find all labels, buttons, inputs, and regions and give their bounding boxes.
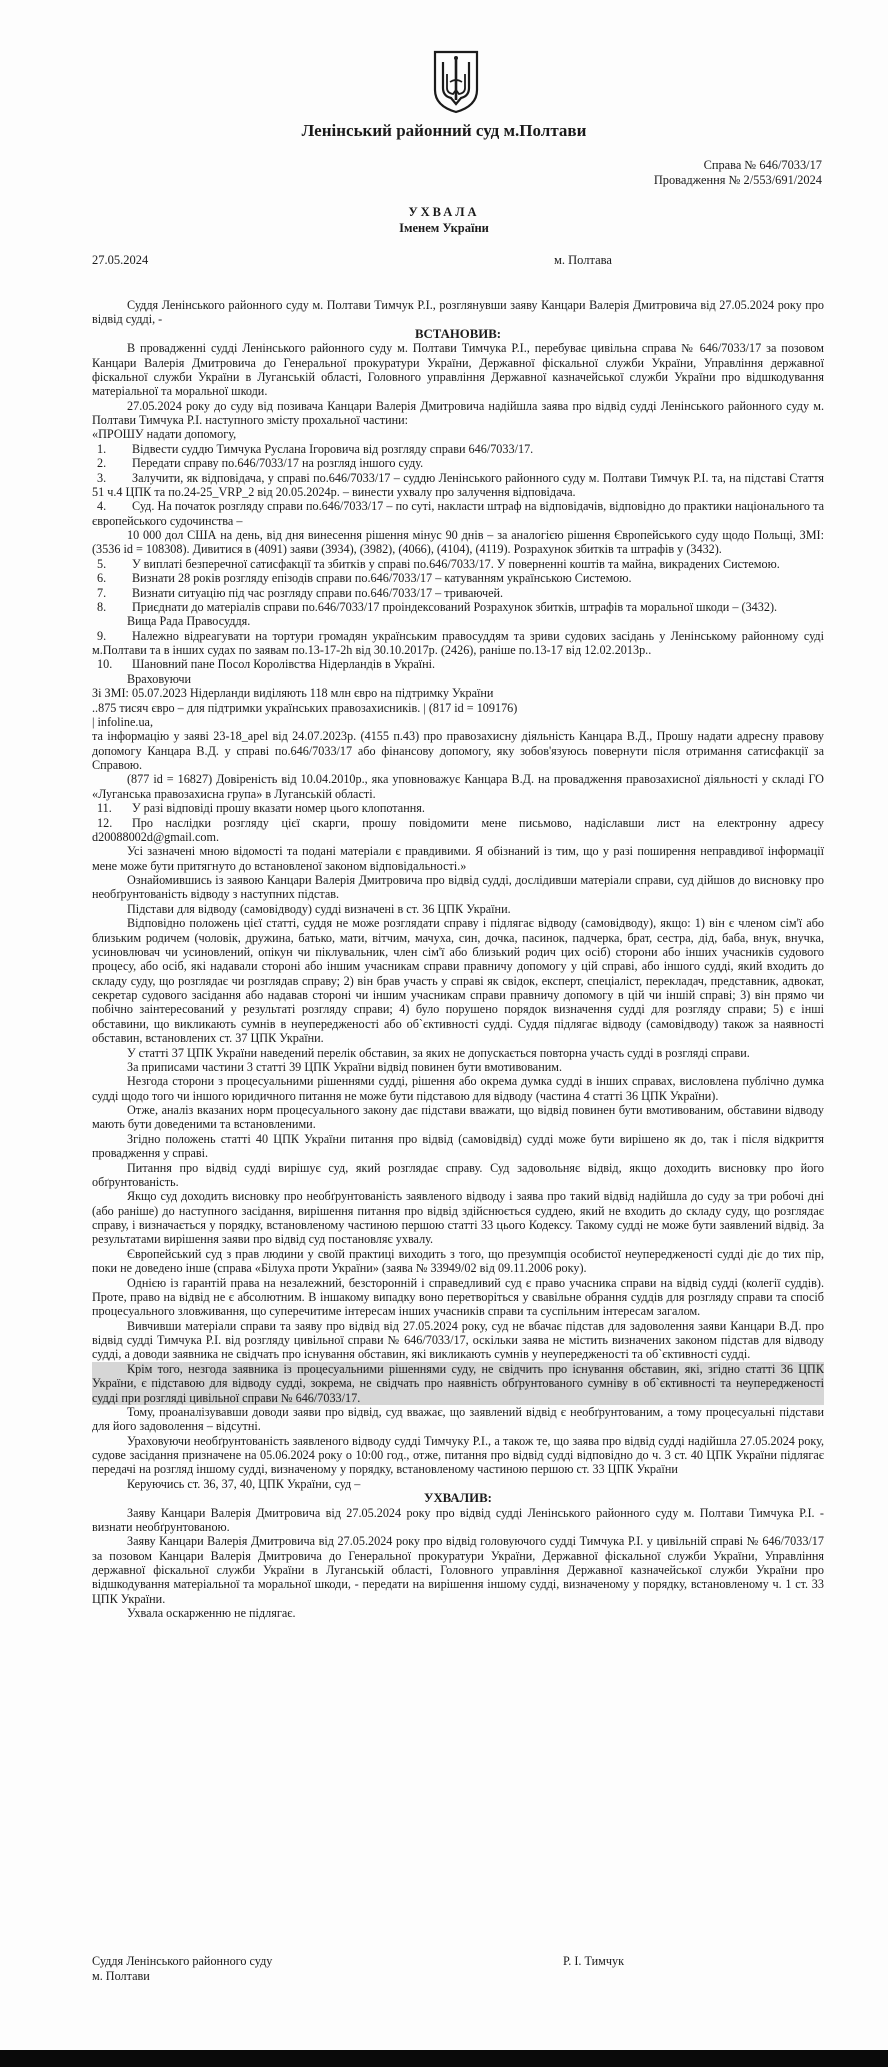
request-item: [92, 442, 824, 456]
item-text: Приєднати до матеріалів справи по.646/7033/17 проіндексований Розрахунок збитків, штрафів та моральної шкоди – (3432).: [132, 599, 778, 614]
tryzub-coat-of-arms-icon: [433, 50, 479, 114]
signature-title-line: м. Полтави: [92, 1969, 150, 1983]
item-text: Належно відреагувати на тортури громадян українським правосуддям та зриви судових засідань у Ленінському районному суді м.Полтави та в інших судах по заявам по.13-17-2h від 30.10.2017р. (2426), раніше по.13-17 від 12.02.2013р..: [92, 628, 824, 657]
paragraph: Усі зазначені мною відомості та подані матеріали є правдивими. Я обізнаний із тим, що у разі поширення неправдивої інформації мене може бути притягнуто до встановленої законом відповідальності.»: [92, 844, 824, 873]
item-number: 3.: [97, 470, 107, 485]
paragraph: Тому, проаналізувавши доводи заяви про відвід, суд вважає, що заявлений відвід є необґрунтованим, а тому процесуальні підстави для його задоволення – відсутні.: [92, 1404, 824, 1434]
paragraph: Ураховуючи необґрунтованість заявленого відводу судді Тимчуку Р.І., а також те, що заява про відвід судді надійшла 27.05.2024 року, судове засідання призначене на 05.06.2024 року о 10:00 год., отже, питання про відвід судді відповідно до ч. 3 ст. 40 ЦПК України підлягає передачі на розгляд іншому судді, визначеному у порядку, встановленому частиною першою ст. 33 ЦПК України: [92, 1433, 824, 1477]
item-text: Відвести суддю Тимчука Руслана Ігоровича від розгляду справи 646/7033/17.: [132, 441, 534, 456]
paragraph: У статті 37 ЦПК України наведений перелік обставин, за яких не допускається повторна участь судді в розгляді справи.: [127, 1045, 750, 1060]
section-heading-ruled: УХВАЛИВ:: [424, 1491, 492, 1506]
court-name: Ленінський районний суд м.Полтави: [301, 121, 587, 140]
paragraph: 10 000 дол США на день, від дня винесення рішення мінус 90 днів – за аналогією рішення Європейського суду щодо Польщі, ЗМІ: (3536 id = 108308). Дивитися в (4091) заяви (3934), (3982), (4066), (4104), (4119). Розрахунок збитків та штрафів у (3432).: [92, 528, 824, 557]
paragraph: | infoline.ua,: [92, 714, 153, 729]
document-date: 27.05.2024: [92, 253, 149, 267]
paragraph: Вища Рада Правосуддя.: [127, 614, 251, 629]
paragraph: Вивчивши матеріали справи та заяву про відвід від 27.05.2024 року, суд не вбачає підстав для задоволення заяви Канцари В.Д. про відвід судді Тимчука Р.І. від розгляду цивільної справи № 646/7033/17, оскільки заява не містить визначених законом підстав для відводу судді, а доводи заявника не свідчать про існування обставин, які викликають сумнів у неупередженості та об`єктивності судді.: [92, 1318, 824, 1362]
paragraph: Отже, аналіз вказаних норм процесуального закону дає підстави вважати, що відвід повинен бути вмотивованим, обставини відводу мають бути доведеними та встановленими.: [92, 1103, 824, 1132]
item-text: Шановний пане Посол Королівства Нідерландів в Україні.: [132, 657, 436, 672]
item-number: 8.: [97, 599, 107, 614]
paragraph: Зі ЗМІ: 05.07.2023 Нідерланди виділяють 118 млн євро на підтримку України: [92, 686, 494, 701]
paragraph: Згідно положень статті 40 ЦПК України питання про відвід (самовідвід) судді може бути вирішено як до, так і після відкриття провадження у справі.: [92, 1131, 824, 1161]
document-subtitle: Іменем України: [399, 221, 489, 235]
item-number: 9.: [97, 628, 107, 643]
document-city: м. Полтава: [554, 253, 612, 267]
paragraph: та інформацію у заяві 23-18_apel від 24.07.2023р. (4155 п.43) про правозахисну діяльність Канцара В.Д., Прошу надати адресну правову допомогу Канцара В.Д. у справі по.646/7033/17 або фінансову допомогу, яку зобов'язуюсь повернути після отримання сатисфакції за Справою.: [92, 729, 824, 772]
paragraph: Питання про відвід судді вирішує суд, який розглядає справу. Суд задовольняє відвід, якщо доходить висновку про його обґрунтованість.: [92, 1160, 824, 1189]
case-info: [654, 158, 822, 188]
request-item: [92, 586, 824, 600]
item-number: 11.: [97, 801, 112, 816]
signature-title: [92, 1954, 272, 1984]
item-number: 5.: [97, 556, 107, 571]
paragraph: Суддя Ленінського районного суду м. Полтави Тимчук Р.І., розглянувши заяву Канцари Валерія Дмитровича від 27.05.2024 року про відвід судді, -: [92, 298, 824, 327]
item-text: Залучити, як відповідача, у справі по.646/7033/17 – суддю Ленінського районного суду м. Полтави Тимчук Р.І. та, на підставі Стаття 51 ч.4 ЦПК та по.24-25_VRP_2 від 20.05.2024р. – винести ухвалу про залучення відповідача.: [92, 470, 824, 499]
ruling-body: [92, 298, 824, 1621]
item-number: 6.: [97, 571, 107, 586]
request-item: [92, 571, 824, 585]
paragraph: Європейський суд з прав людини у своїй практиці виходить з того, що презумпція особистої неупередженості судді діє до тих пір, поки не доведено інше (справа «Білуха проти України» (заява № 33949/02 від 09.11.2006 року).: [92, 1246, 824, 1276]
paragraph: За приписами частини 3 статті 39 ЦПК України відвід повинен бути вмотивованим.: [127, 1059, 563, 1074]
paragraph: Заяву Канцари Валерія Дмитровича від 27.05.2024 року про відвід судді Ленінського районного суду м. Полтави Тимчука Р.І. - визнати необґрунтованою.: [92, 1505, 824, 1534]
signature-title-line: Суддя Ленінського районного суду: [92, 1954, 273, 1968]
paragraph: ..875 тисяч євро – для підтримки українських правозахисників. | (817 id = 109176): [92, 700, 518, 715]
paragraph: 27.05.2024 року до суду від позивача Канцари Валерія Дмитровича надійшла заява про відвід судді Ленінського районного суду м. Полтави Тимчука Р.І. наступного змісту прохальної частини:: [92, 398, 824, 427]
request-item: [92, 657, 824, 671]
item-text: Передати справу по.646/7033/17 на розгляд іншого суду.: [132, 456, 424, 471]
item-text: Суд. На початок розгляду справи по.646/7033/17 – по суті, накласти штраф на відповідачів, відповідно до практики національного та європейського судочинства –: [92, 499, 824, 528]
bottom-bar: [0, 2050, 888, 2067]
item-text: Визнати ситуацію під час розгляду справи по.646/7033/17 – триваючей.: [132, 585, 504, 600]
paragraph: «ПРОШУ надати допомогу,: [92, 427, 237, 442]
item-text: У виплаті безперечної сатисфакції та збитків у справі по.646/7033/17. У поверненні коштів та майна, викрадених Системою.: [132, 556, 780, 571]
judge-name: Р. І. Тимчук: [563, 1954, 625, 1968]
case-number: Справа № 646/7033/17: [703, 158, 822, 172]
proceeding-number: Провадження № 2/553/691/2024: [653, 173, 822, 187]
item-text: Визнати 28 років розгляду епізодів справи по.646/7033/17 – катуванням українською Системою.: [132, 571, 632, 586]
paragraph: Незгода сторони з процесуальними рішеннями судді, рішення або окрема думка судді в інших справах, висловлена публічно думка судді щодо того чи іншого юридичного питання не може бути підставою для відводу (частина 4 статті 36 ЦПК України).: [92, 1074, 824, 1103]
section-heading-established: ВСТАНОВИВ:: [414, 326, 502, 341]
item-text: Про наслідки розгляду цієї скарги, прошу повідомити мене письмово, надіславши лист на електронну адресу d20088002d@gmail.com.: [92, 815, 824, 844]
paragraph: Ухвала оскарженню не підлягає.: [127, 1606, 296, 1621]
highlighted-paragraph: Крім того, незгода заявника із процесуальними рішеннями суду, не свідчить про існування обставин, які, згідно статті 36 ЦПК України, є підставою для відводу судді, зокрема, не свідчать про наявність обґрунтованого сумніву в об`єктивності та неупередженості судді при розгляді цивільної справи № 646/7033/17.: [92, 1361, 824, 1405]
item-number: 12.: [97, 815, 113, 830]
request-item: [92, 499, 824, 528]
paragraph: Якщо суд доходить висновку про необґрунтованість заявленого відводу і заява про такий відвід надійшла до суду за три робочі дні (або раніше) до наступного засідання, вирішення питання про відвід здійснюється суддею, який не входить до складу суду, що розглядає справу, і визначається у порядку, встановленому частиною першою статті 33 цього Кодексу. Такому судді не може бути заявлений відвід. За результатами вирішення заяви про відвід суд постановляє ухвалу.: [92, 1189, 824, 1247]
paragraph: Керуючись ст. 36, 37, 40, ЦПК України, суд –: [127, 1476, 361, 1491]
paragraph: В провадженні судді Ленінського районного суду м. Полтави Тимчука Р.І., перебуває цивільна справа № 646/7033/17 за позовом Канцари Валерія Дмитровича до Генеральної прокуратури України, Державної фіскальної служби України, Управління державної фіскальної служби України в Луганській області, Головного управління Державної казначейської служби України про відшкодування матеріальної та моральної шкоди.: [92, 341, 824, 399]
paragraph: Враховуючи: [127, 671, 192, 686]
request-item: [92, 557, 824, 571]
document-type: УХВАЛА: [408, 205, 480, 219]
item-number: 7.: [97, 585, 107, 600]
paragraph: Заяву Канцари Валерія Дмитровича від 27.05.2024 року про відвід головуючого судді Тимчука Р.І. у цивільній справі № 646/7033/17 за позовом Канцари Валерія Дмитровича до Генеральної прокуратури України, Державної фіскальної служби України, Управління державної фіскальної служби України в Луганській області, Головного управління Державної казначейської служби України про відшкодування матеріальної та моральної шкоди, - передати на вирішення іншому судді, визначеному у порядку, встановленому ч. 1 ст. 33 ЦПК України.: [92, 1534, 824, 1606]
paragraph: Однією із гарантій права на незалежний, безсторонній і справедливий суд є право учасника справи на відвід судді (колегії суддів). Проте, право на відвід не є абсолютним. В іншакому випадку воно перетворіться у свавільне обрання суддів для розгляду справи та спосіб процесуального зловживання, що суперечитиме інтересам інших учасників справи та суспільним інтересам загалом.: [92, 1275, 824, 1319]
request-item: [92, 816, 824, 845]
request-item: [92, 471, 824, 500]
request-item: [92, 600, 824, 614]
request-item: [92, 801, 824, 815]
paragraph: Підстави для відводу (самовідводу) судді визначені в ст. 36 ЦПК України.: [127, 901, 511, 916]
request-item: [92, 456, 824, 470]
item-number: 2.: [97, 456, 107, 471]
request-item: [92, 629, 824, 658]
item-number: 10.: [97, 657, 113, 672]
paragraph: Відповідно положень цієї статті, суддя не може розглядати справу і підлягає відводу (самовідводу), якщо: 1) він є членом сім'ї або близьким родичем (чоловік, дружина, батько, мати, вітчим, мачуха, син, дочка, пасинок, падчерка, брат, сестра, дід, баба, внук, внучка, усиновлювач чи усиновлений, опікун чи піклувальник, член сім'ї або близький родич цих осіб) сторони або інших учасників судового процесу, або осіб, які надавали стороні або іншим учасникам справи правничу допомогу у цій справі, або іншого судді, який входить до складу суду, що розглядає чи розглядав справу; 2) він брав участь у справі як свідок, експерт, спеціаліст, перекладач, представник, адвокат, секретар судового засідання або надавав стороні чи іншим учасникам справи правничу допомогу в цій чи іншій справі; 3) він прямо чи побічно заінтересований у результаті розгляду справи; 4) було порушено порядок визначення судді для розгляду справи; 5) є інші обставини, що викликають сумнів в неупередженості або об`єктивності судді. Суддя підлягає відводу (самовідводу) також за наявності обставин, встановлених ст. 37 ЦПК України.: [92, 916, 824, 1046]
paragraph: (877 id = 16827) Довіреність від 10.04.2010р., яка уповноважує Канцара В.Д. на провадження правозахисної діяльності у складі ГО «Луганська правозахисна група» в Луганській області.: [92, 772, 824, 801]
item-number: 4.: [97, 499, 107, 514]
paragraph: Ознайомившись із заявою Канцари Валерія Дмитровича про відвід судді, дослідивши матеріали справи, суд дійшов до висновку про необґрунтованість відводу з наступних підстав.: [92, 873, 824, 902]
item-text: У разі відповіді прошу вказати номер цього клопотання.: [132, 801, 425, 816]
item-number: 1.: [97, 441, 107, 456]
